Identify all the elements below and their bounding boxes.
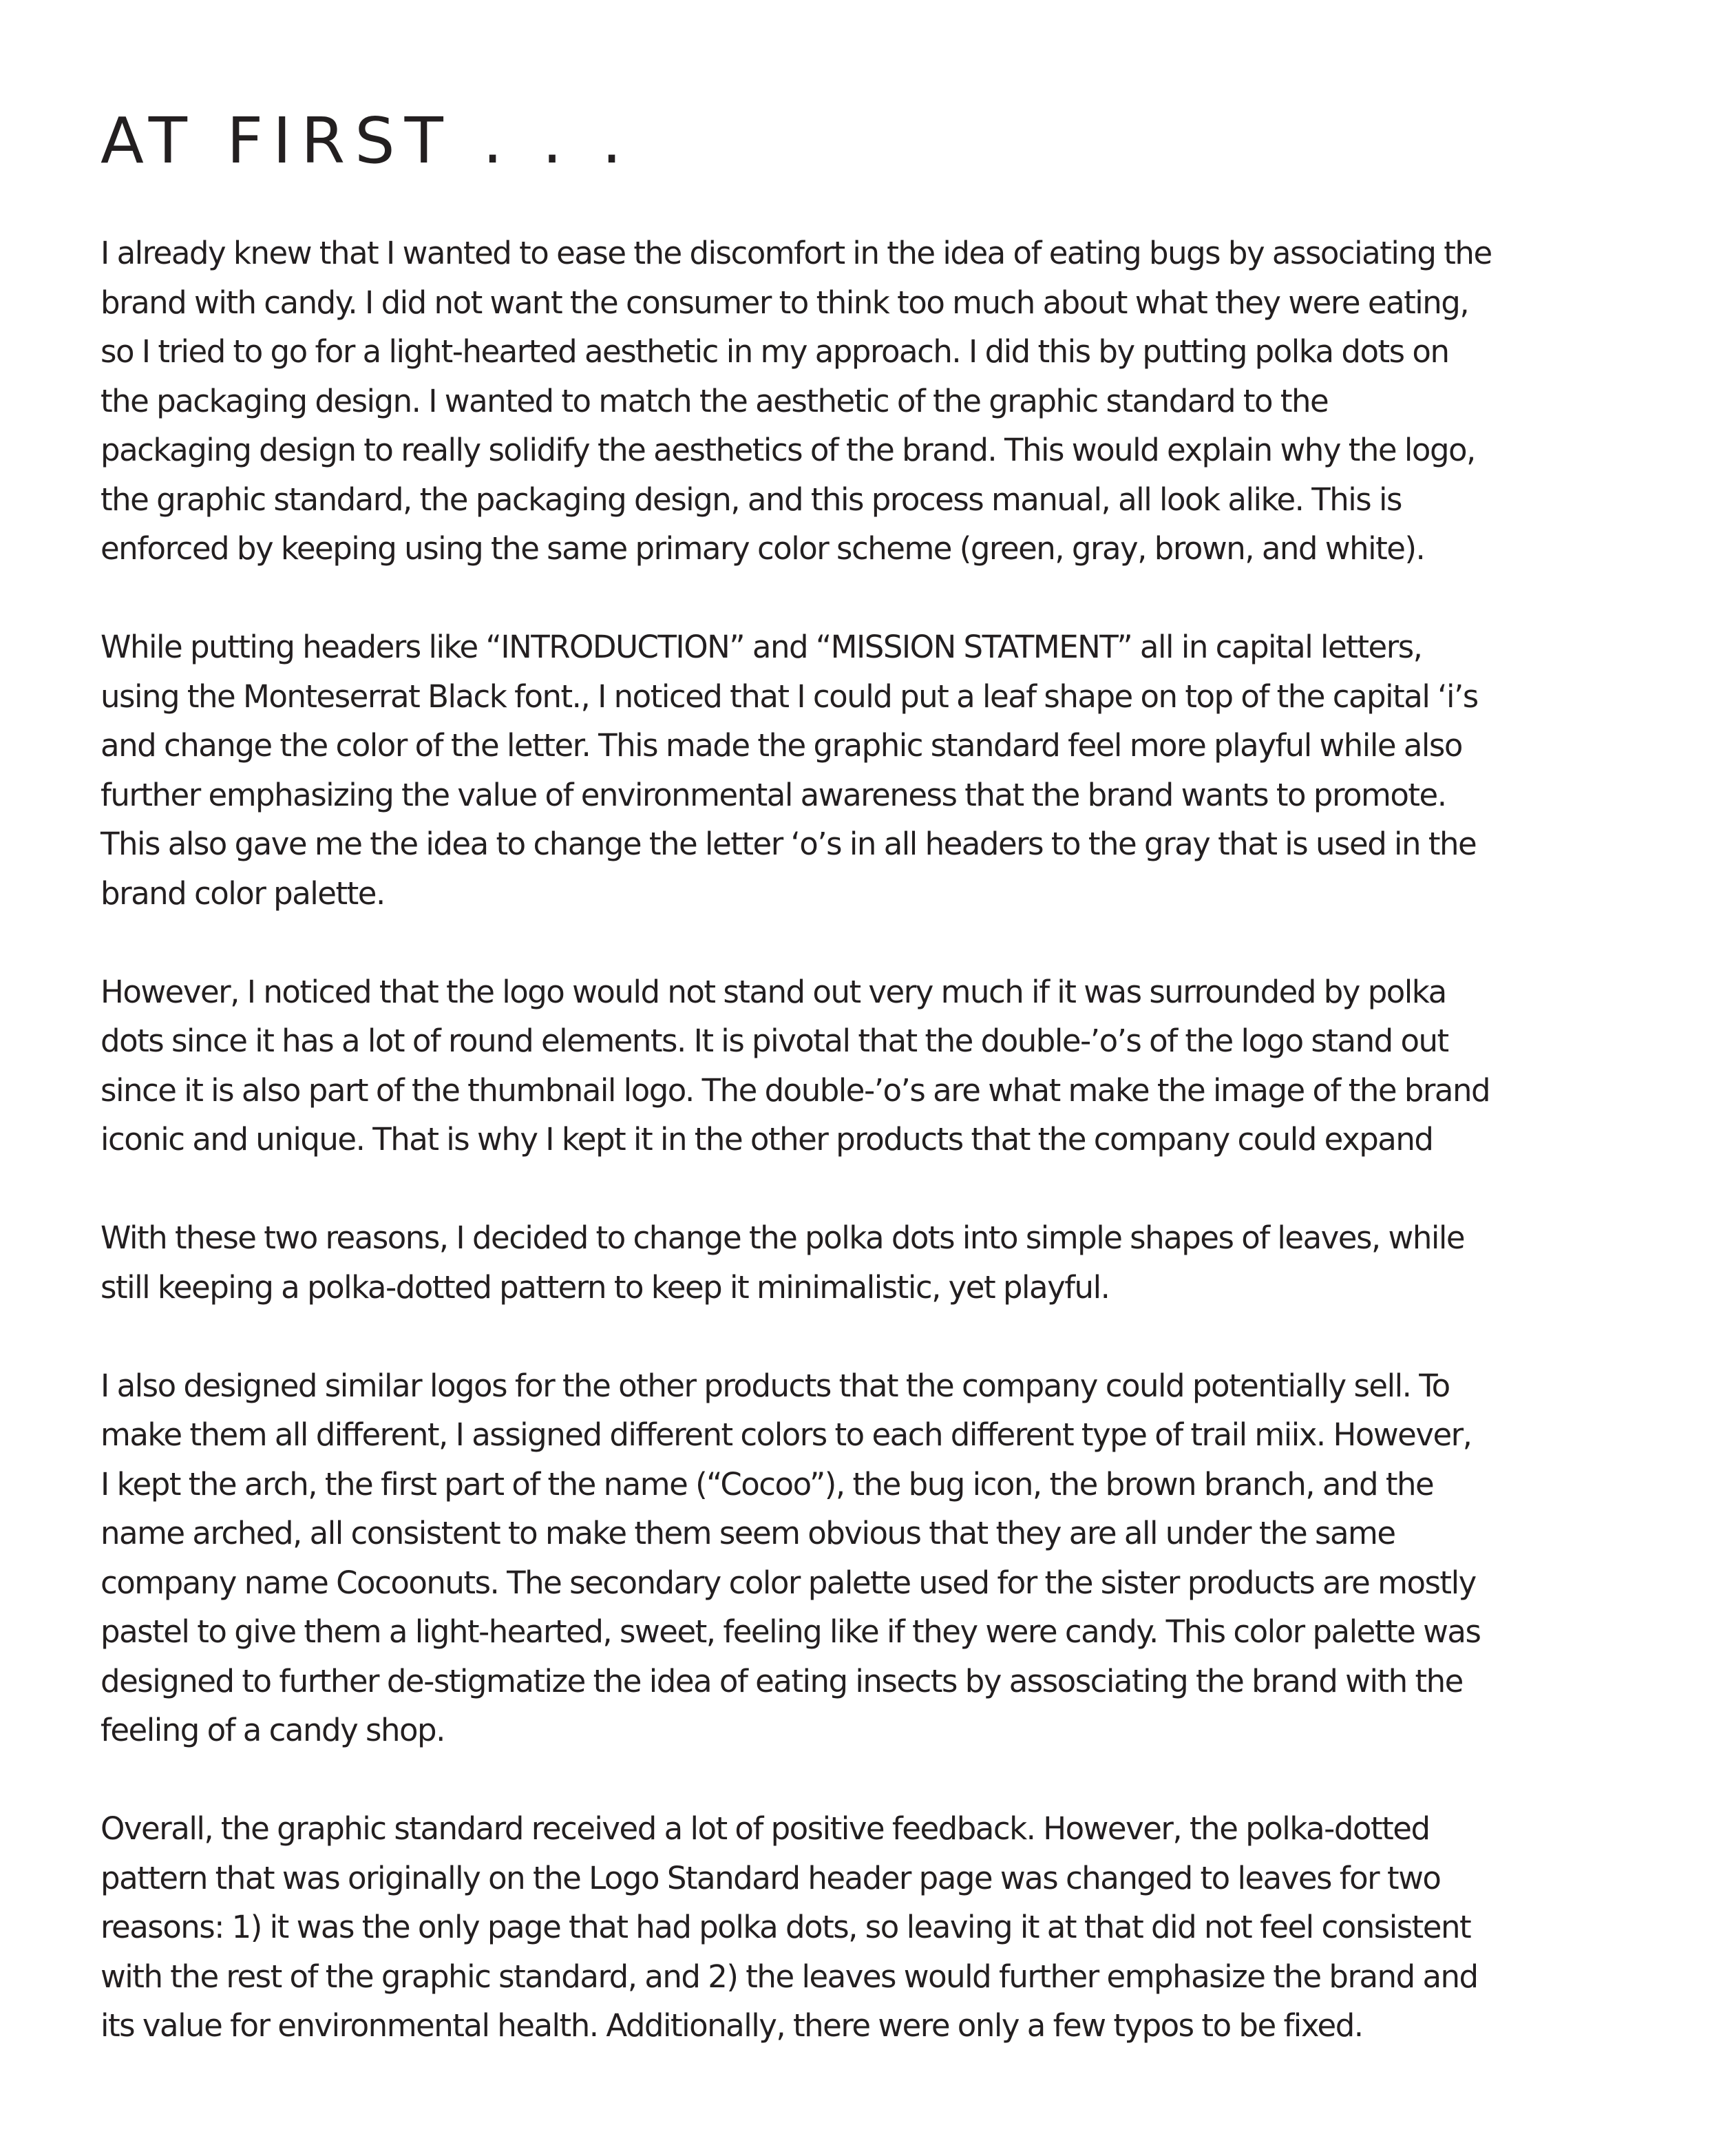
text-line: I kept the arch, the first part of the name (“Cocoo”), the bug icon, the brown branch, and the xyxy=(101,1465,1434,1503)
text-line: This also gave me the idea to change the letter ‘o’s in all headers to the gray that is used in the xyxy=(101,826,1477,862)
page-title: AT FIRST . . . xyxy=(101,104,632,178)
text-line: since it is also part of the thumbnail logo. The double-’o’s are what make the image of the brand xyxy=(101,1071,1490,1109)
text-line: still keeping a polka-dotted pattern to keep it minimalistic, yet playful. xyxy=(101,1268,1110,1306)
text-line: enforced by keeping using the same primary color scheme (green, gray, brown, and white). xyxy=(101,530,1425,567)
paragraph-leaves xyxy=(101,1213,1663,1312)
text-line: the graphic standard, the packaging design, and this process manual, all look alike. This is xyxy=(101,481,1402,518)
text-line: make them all different, I assigned different colors to each different type of trail miix. However, xyxy=(101,1416,1472,1453)
text-line: While putting headers like “INTRODUCTION” and “MISSION STATMENT” all in capital letters, xyxy=(101,629,1422,665)
text-line: I already knew that I wanted to ease the discomfort in the idea of eating bugs by associating the xyxy=(101,235,1492,271)
paragraph-products xyxy=(101,1361,1663,1755)
page-content xyxy=(101,103,1663,2051)
text-line: brand color palette. xyxy=(101,875,385,912)
paragraph-headers xyxy=(101,622,1663,918)
paragraph-feedback xyxy=(101,1804,1663,2051)
paragraph-intro xyxy=(101,229,1663,574)
text-line: iconic and unique. That is why I kept it in the other products that the company could expand xyxy=(101,1121,1433,1158)
text-line: Overall, the graphic standard received a lot of positive feedback. However, the polka-dotted xyxy=(101,1810,1430,1847)
text-line: the packaging design. I wanted to match the aesthetic of the graphic standard to the xyxy=(101,382,1329,419)
text-line: and change the color of the letter. This made the graphic standard feel more playful while also xyxy=(101,727,1462,764)
text-line: packaging design to really solidify the aesthetics of the brand. This would explain why the logo, xyxy=(101,432,1475,468)
paragraph-logo xyxy=(101,967,1663,1164)
text-line: With these two reasons, I decided to change the polka dots into simple shapes of leaves, while xyxy=(101,1220,1465,1256)
text-line: company name Cocoonuts. The secondary color palette used for the sister products are mostly xyxy=(101,1564,1476,1601)
text-line: feeling of a candy shop. xyxy=(101,1712,445,1748)
text-line: using the Monteserrat Black font., I noticed that I could put a leaf shape on top of the capital ‘i’s xyxy=(101,678,1478,715)
text-line: dots since it has a lot of round elements. It is pivotal that the double-’o’s of the logo stand out xyxy=(101,1023,1448,1059)
text-line: its value for environmental health. Additionally, there were only a few typos to be fixed. xyxy=(101,2007,1363,2044)
text-line: I also designed similar logos for the other products that the company could potentially sell. To xyxy=(101,1367,1450,1404)
text-line: so I tried to go for a light-hearted aesthetic in my approach. I did this by putting polka dots on xyxy=(101,333,1449,370)
text-line: brand with candy. I did not want the consumer to think too much about what they were eating, xyxy=(101,284,1469,321)
text-line: pastel to give them a light-hearted, sweet, feeling like if they were candy. This color palette was xyxy=(101,1613,1481,1650)
text-line: reasons: 1) it was the only page that had polka dots, so leaving it at that did not feel consistent xyxy=(101,1909,1471,1945)
text-line: However, I noticed that the logo would not stand out very much if it was surrounded by polka xyxy=(101,973,1446,1010)
text-line: name arched, all consistent to make them seem obvious that they are all under the same xyxy=(101,1515,1395,1551)
text-line: with the rest of the graphic standard, and 2) the leaves would further emphasize the brand and xyxy=(101,1958,1478,1995)
text-line: further emphasizing the value of environmental awareness that the brand wants to promote. xyxy=(101,776,1446,813)
text-line: pattern that was originally on the Logo Standard header page was changed to leaves for two xyxy=(101,1859,1441,1896)
text-line: designed to further de-stigmatize the idea of eating insects by assosciating the brand with the xyxy=(101,1662,1463,1699)
